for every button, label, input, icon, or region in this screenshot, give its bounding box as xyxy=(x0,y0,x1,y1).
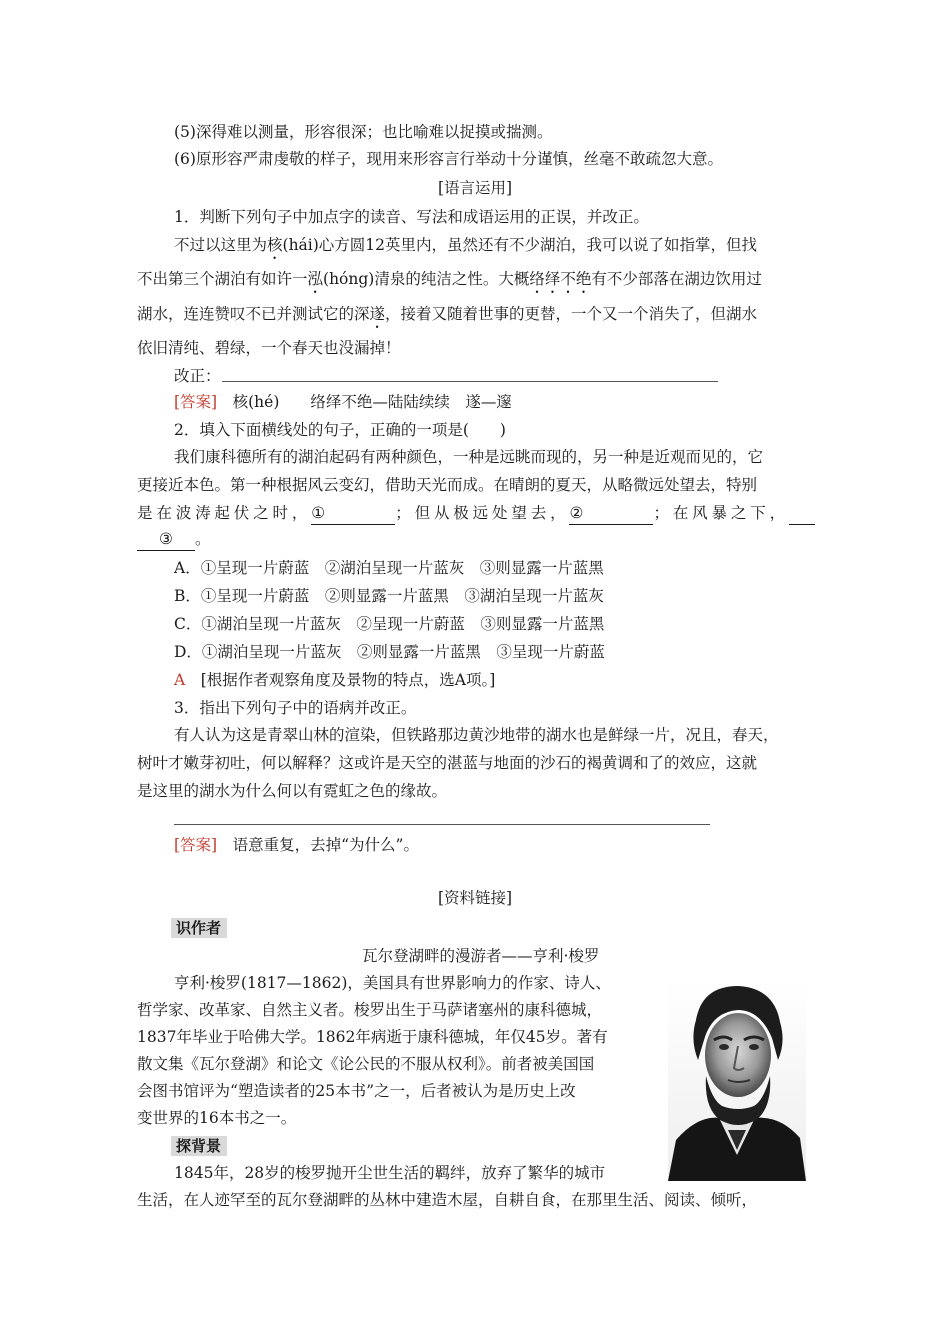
author-line-1: 亨利·梭罗(1817—1862)，美国具有世界影响力的作家、诗人、 xyxy=(174,974,611,992)
answer-letter: A xyxy=(174,671,186,689)
q2-passage-line-4: ③ 。 xyxy=(137,528,211,551)
q1-fix-label: 改正： xyxy=(174,367,221,385)
blank-3-start xyxy=(789,502,815,525)
q2-passage-line-1: 我们康科德所有的湖泊起码有两种颜色，一种是远眺而现的，另一种是近观而见的，它 xyxy=(174,448,764,466)
q1-prompt: 1．判断下列句子中加点字的读音、写法和成语运用的正误，并改正。 xyxy=(174,208,649,226)
background-line-2: 生活，在人迹罕至的瓦尔登湖畔的丛林中建造木屋，自耕自食，在那里生活、阅读、倾听， xyxy=(137,1191,758,1209)
blank-3: ③ xyxy=(137,528,195,551)
q3-passage-line-3: 是这里的湖水为什么何以有霓虹之色的缘故。 xyxy=(137,782,448,800)
blank-1: ① xyxy=(311,502,395,525)
definition-5: (5)深得难以测量，形容很深；也比喻难以捉摸或揣测。 xyxy=(174,123,553,141)
definition-6: (6)原形容严肃虔敬的样子，现用来形容言行举动十分谨慎，丝毫不敢疏忽大意。 xyxy=(174,150,723,168)
author-title: 瓦尔登湖畔的漫游者——亨利·梭罗 xyxy=(362,947,600,965)
author-line-3: 1837年毕业于哈佛大学。1862年病逝于康科德城，年仅45岁。著有 xyxy=(137,1028,608,1046)
q2-passage-line-3: 是在波涛起伏之时，① ；但从极远处望去，② ；在风暴之下， xyxy=(137,502,815,525)
q1-passage-line-4: 依旧清纯、碧绿，一个春天也没漏掉！ xyxy=(137,339,401,357)
section-heading-language-use: [语言运用] xyxy=(437,179,513,197)
author-line-5: 会图书馆评为“塑造读者的25本书”之一，后者被认为是历史上改 xyxy=(137,1082,576,1100)
q2-passage-line-2: 更接近本色。第一种根据风云变幻，借助天光而成。在晴朗的夏天，从略微远处望去，特别 xyxy=(137,476,758,494)
author-line-4: 散文集《瓦尔登湖》和论文《论公民的不服从权利》。前者被美国国 xyxy=(137,1055,595,1073)
q3-answer-line xyxy=(174,824,710,825)
section-heading-resources: [资料链接] xyxy=(437,889,513,907)
background-line-1: 1845年，28岁的梭罗抛开尘世生活的羁绊，放弃了繁华的城市 xyxy=(174,1164,606,1182)
q1-passage-line-2: 不出第三个湖泊有如许一泓(hóng)清泉的纯洁之性。大概络绎不绝有不少部落在湖边饮用过 xyxy=(137,270,762,288)
tag-background: 探背景 xyxy=(171,1136,227,1156)
q2-option-a: A．①呈现一片蔚蓝 ②湖泊呈现一片蓝灰 ③则显露一片蓝黑 xyxy=(174,559,604,577)
blank-2: ② xyxy=(569,502,653,525)
author-portrait-image xyxy=(668,980,806,1181)
q1-answer-line xyxy=(222,381,718,382)
q2-answer: A [根据作者观察角度及景物的特点，选A项。] xyxy=(174,671,496,689)
q3-passage-line-2: 树叶才嫩芽初吐，何以解释？这或许是天空的湛蓝与地面的沙石的褐黄调和了的效应，这就 xyxy=(137,754,758,772)
q3-answer: [答案] 语意重复，去掉“为什么”。 xyxy=(174,836,419,854)
q2-prompt: 2．填入下面横线处的句子，正确的一项是( ) xyxy=(174,421,506,439)
q2-option-d: D．①湖泊呈现一片蓝灰 ②则显露一片蓝黑 ③呈现一片蔚蓝 xyxy=(174,643,605,661)
q3-prompt: 3．指出下列句子中的语病并改正。 xyxy=(174,699,417,717)
answer-tag: [答案] xyxy=(174,393,218,411)
q2-option-b: B．①呈现一片蔚蓝 ②则显露一片蓝黑 ③湖泊呈现一片蓝灰 xyxy=(174,587,604,605)
q1-passage-line-3: 湖水，连连赞叹不已并测试它的深遂，接着又随着世事的更替，一个又一个消失了，但湖水 xyxy=(137,305,758,323)
q3-passage-line-1: 有人认为这是青翠山林的渲染，但铁路那边黄沙地带的湖水也是鲜绿一片，况且，春天， xyxy=(174,726,779,744)
dotted-char: 泓 xyxy=(307,270,324,288)
author-line-6: 变世界的16本书之一。 xyxy=(137,1109,297,1127)
q1-answer: [答案] 核(hé) 络绎不绝—陆陆续续 遂—邃 xyxy=(174,393,512,411)
dotted-char: 遂 xyxy=(369,305,386,323)
author-line-2: 哲学家、改革家、自然主义者。梭罗出生于马萨诸塞州的康科德城， xyxy=(137,1001,603,1019)
q1-passage-line-1: 不过以这里为核(hái)心方圆12英里内，虽然还有不少湖泊，我可以说了如指掌，但找 xyxy=(174,236,758,254)
answer-tag: [答案] xyxy=(174,836,218,854)
q2-option-c: C．①湖泊呈现一片蓝灰 ②呈现一片蔚蓝 ③则显露一片蓝黑 xyxy=(174,615,605,633)
dotted-idiom: 络绎不绝 xyxy=(529,270,592,288)
dotted-char: 核 xyxy=(267,236,283,254)
tag-author: 识作者 xyxy=(171,918,227,938)
